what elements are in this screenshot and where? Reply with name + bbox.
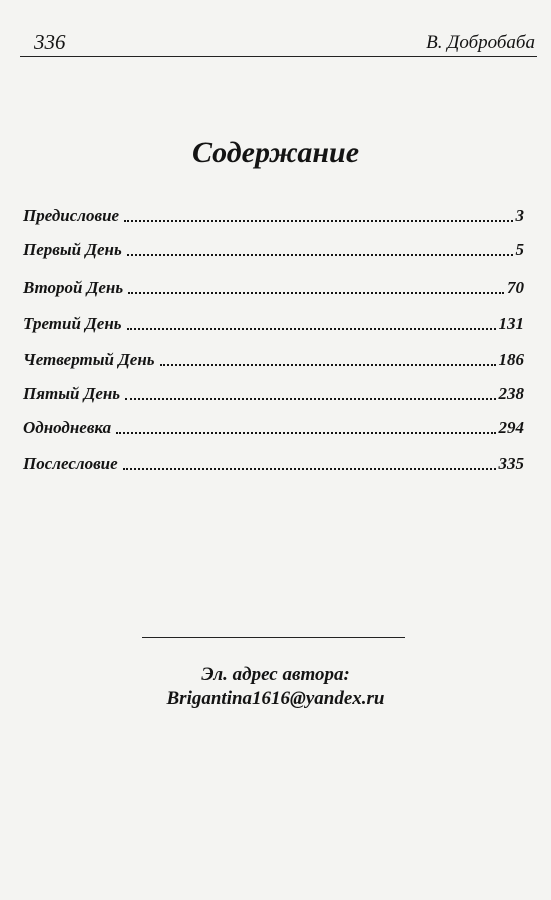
toc-entry-day-two[interactable] [23,274,524,298]
contents-title: Содержание [191,136,360,169]
dot-leader [125,397,495,400]
toc-entry-afterword[interactable] [23,450,524,474]
toc-entry-label: Послесловие [23,454,118,473]
toc-entry-label: Второй День [23,278,124,297]
toc-entry-page: 131 [498,314,524,333]
toc-entry-page: 335 [498,454,524,473]
dot-leader [116,431,495,434]
toc-entry-day-five[interactable] [23,380,524,404]
email-label: Эл. адрес автора: [201,664,350,685]
toc-entry-day-four[interactable] [23,346,524,370]
toc-entry-page: 3 [515,206,524,225]
toc-entry-label: Однодневка [23,418,112,437]
dot-leader [160,363,496,366]
dot-leader [123,467,496,470]
dot-leader [127,327,496,330]
divider [142,637,405,638]
running-author: В. Добробаба [426,32,535,53]
toc-entry-label: Четвертый День [23,350,155,369]
toc-entry-page: 186 [498,350,524,369]
dot-leader [127,253,513,256]
page-number: 336 [34,30,66,54]
toc-entry-preface[interactable] [23,202,524,226]
toc-entry-page: 5 [515,240,524,259]
toc-entry-label: Предисловие [23,206,120,225]
dot-leader [124,219,512,222]
toc-entry-day-one[interactable] [23,236,524,260]
running-head [20,30,537,57]
toc-entry-page: 238 [498,384,524,403]
toc-entry-day-three[interactable] [23,310,524,334]
toc-entry-label: Третий День [23,314,122,333]
toc-entry-label: Пятый День [23,384,121,403]
toc-entry-page: 294 [498,418,524,437]
dot-leader [128,291,504,294]
toc-entry-page: 70 [507,278,524,297]
toc-entry-one-day[interactable] [23,414,524,438]
author-email: Brigantina1616@yandex.ru [166,688,385,709]
toc-entry-label: Первый День [23,240,122,259]
